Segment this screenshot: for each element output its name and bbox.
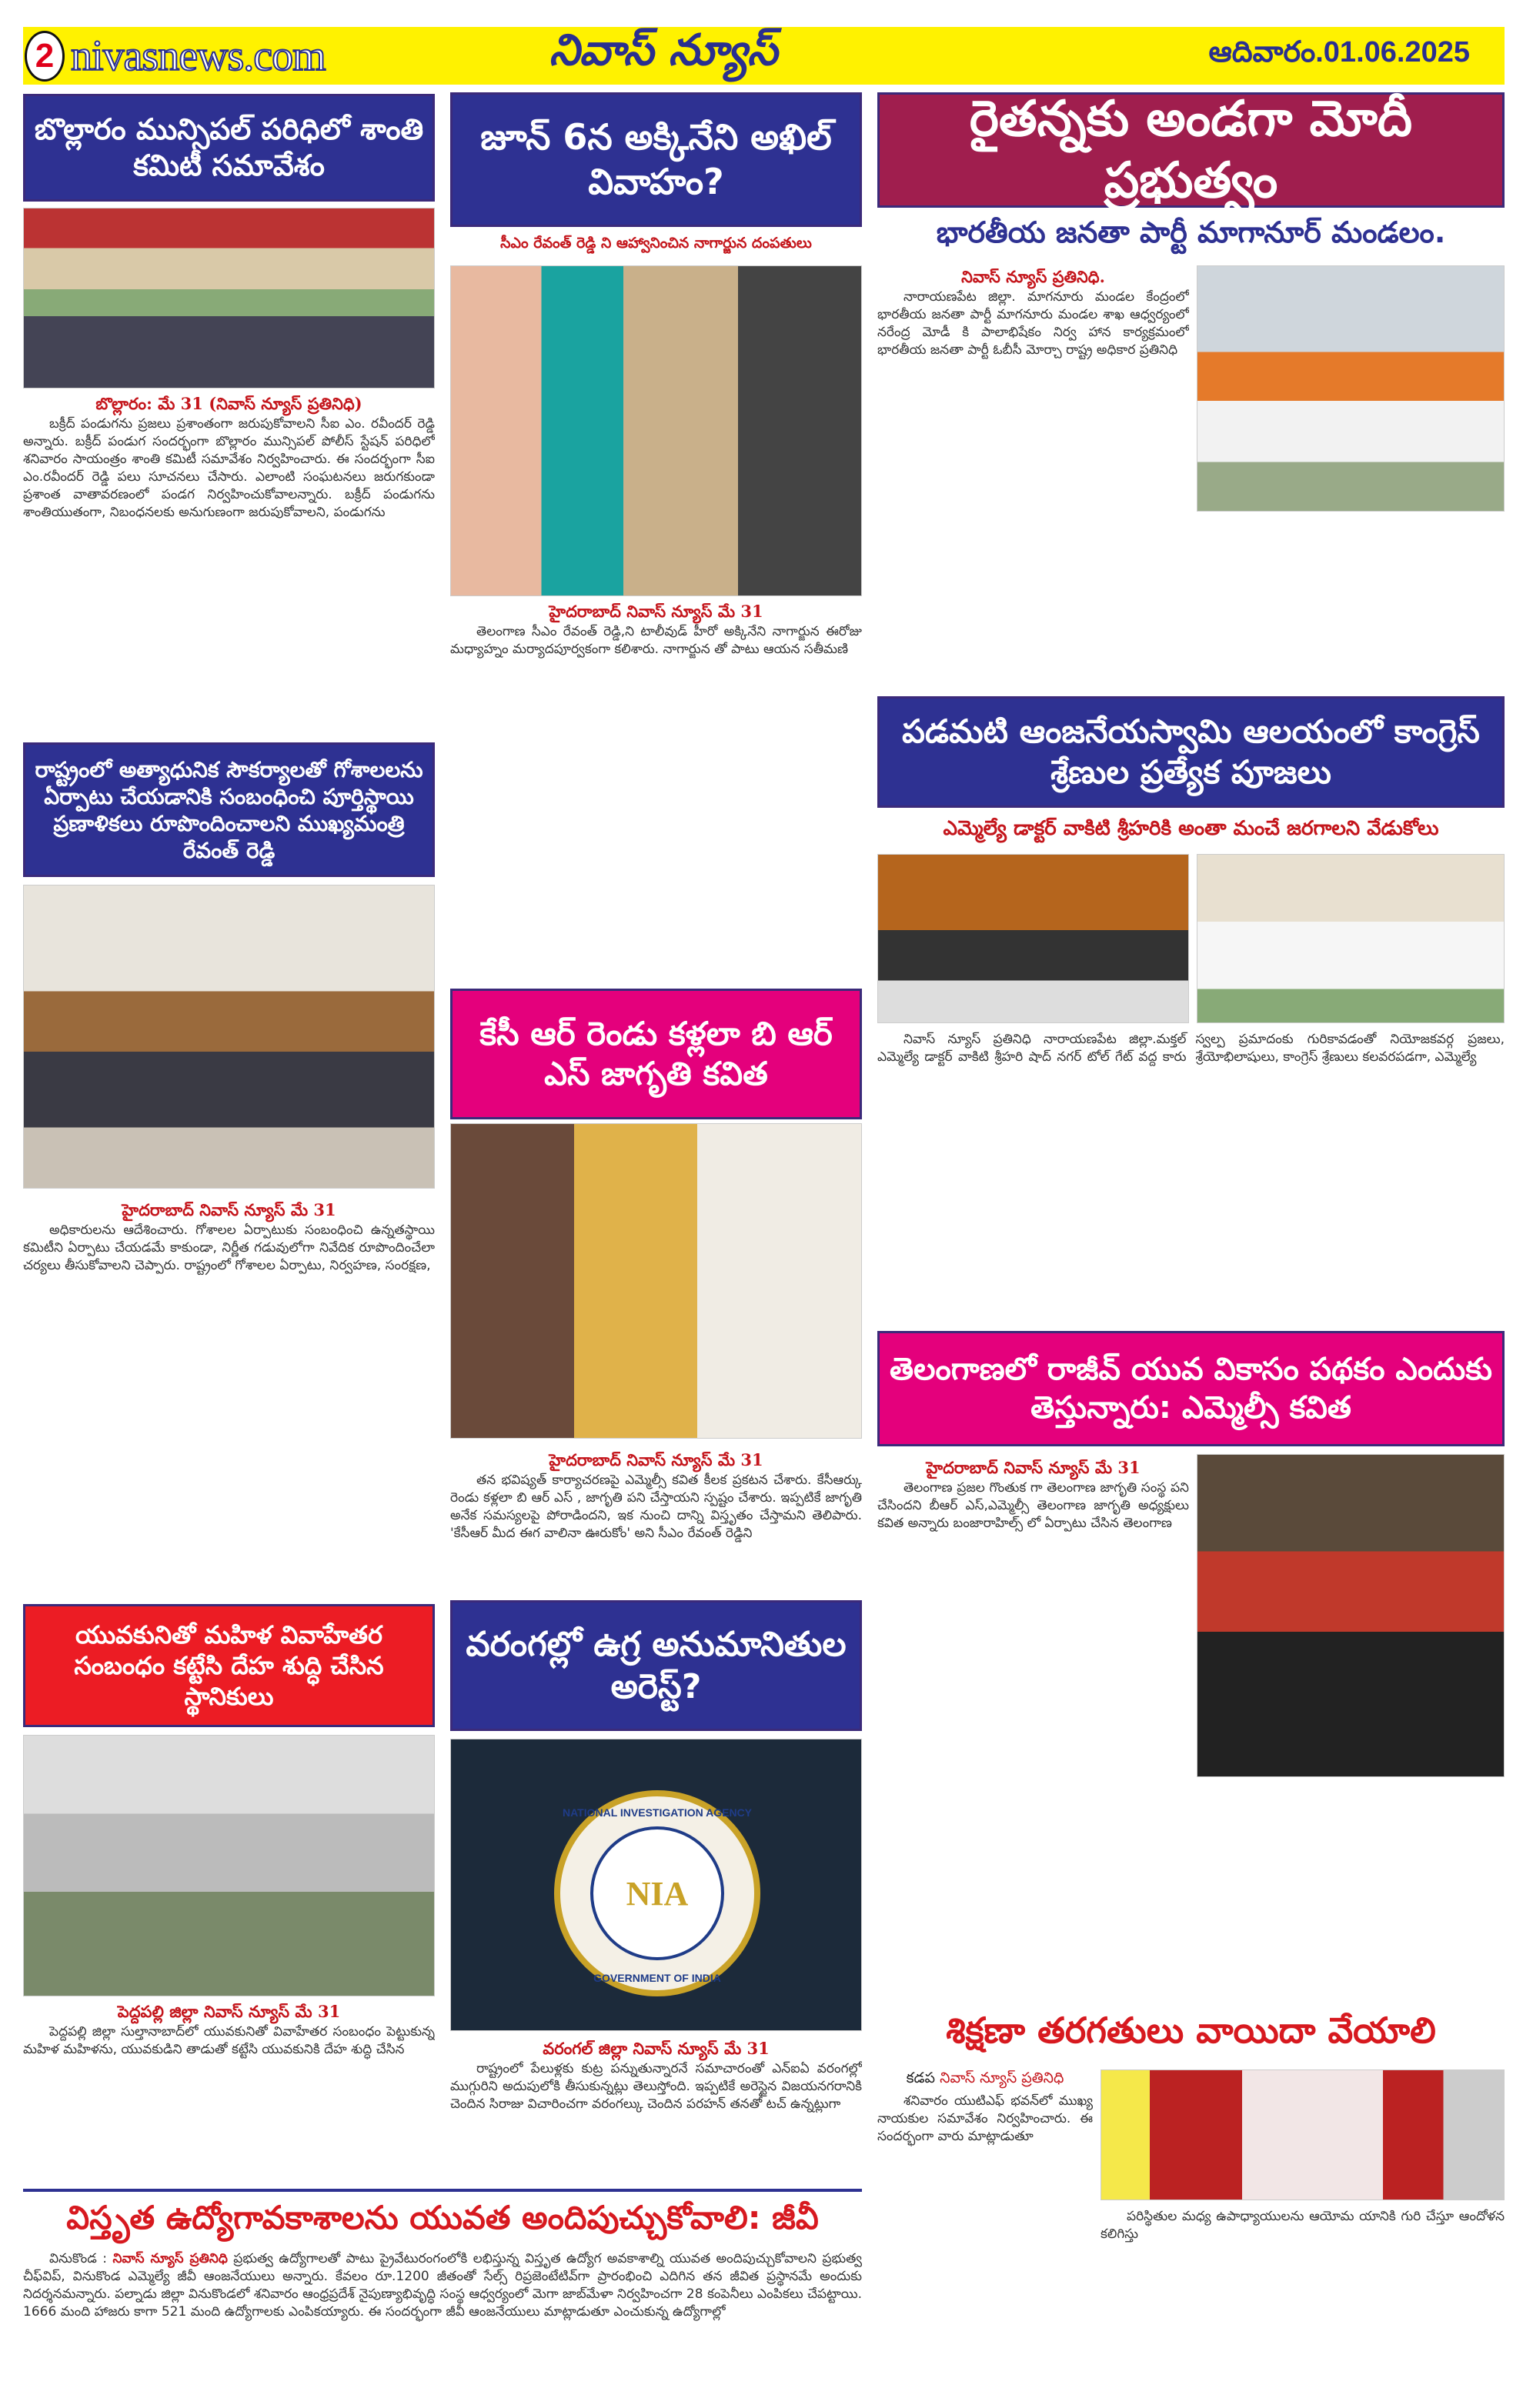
- article-text: ప్రభుత్వ ఉద్యోగాలతో పాటు ప్రైవేటురంగంలోకి లభిస్తున్న విస్తృత ఉద్యోగ అవకాశాల్ని యువత అందిపుచ్చుకోవాలని ప్రభుత్వ చీఫ్‌విప్, వినుకొండ ఎమ్మెల్యే జీవీ ఆంజనేయులు అన్నారు. కేవలం రూ.1200 జీతంతో సేల్స్ రిప్రజెంటేటివ్‌గా ప్రారంభించి ఎదిగిన తన జీవిత ప్రస్థానమే అందుకు నిదర్శనమన్నారు. పల్నాడు జిల్లా వినుకొండలో శనివారం ఆంధ్రప్రదేశ్ నైపుణ్యాభివృద్ధి సంస్థ ఆధ్వర్యంలో మెగా జాబ్‌మేళా నిర్వహించగా 28 కంపెనీలు ఎంపికలు చేపట్టాయి. 1666 మంది హాజరు కాగా 521 మంది ఉద్యోగాలకు ఎంపికయ్యారు. ఈ సందర్భంగా జీవీ ఆంజనేయులు మాట్లాడుతూ ఎంచుకున్న ఉద్యోగాల్లో: [23, 2251, 862, 2320]
- dateline: బొల్లారం: మే 31 (నివాస్ న్యూస్ ప్రతినిధి): [95, 394, 362, 413]
- dateline: హైదరాబాద్ నివాస్ న్యూస్ మే 31: [926, 1458, 1141, 1477]
- dateline-source: నివాస్ న్యూస్ ప్రతినిధి: [112, 2251, 228, 2266]
- page-number: 2: [25, 31, 65, 82]
- photo-nia: [450, 1739, 862, 2031]
- article-body: అధికారులను ఆదేశించారు. గోశాలల ఏర్పాటుకు సంబంధించి ఉన్నతస్థాయి కమిటీని ఏర్పాటు చేయడమే కాకుండా, నిర్ణీత గడువులోగా నివేదిక రూపొందించేలా చర్యలు తీసుకోవాలని చెప్పారు. రాష్ట్రంలో గోశాలల ఏర్పాటు, నిర్వహణ, సంరక్షణ,: [23, 1222, 435, 1273]
- headline-modi: రైతన్నకు అండగా మోదీ ప్రభుత్వం: [877, 92, 1505, 208]
- photo-kavitha-press-meet: [1197, 1454, 1505, 1777]
- subheadline: ఎమ్మెల్యే డాక్టర్ వాకిటి శ్రీహరికి అంతా మంచే జరగాలని వేడుకోలు: [943, 817, 1439, 840]
- dateline-source: నివాస్ న్యూస్ ప్రతినిధి: [940, 2069, 1064, 2086]
- dateline: హైదరాబాద్ నివాస్ న్యూస్ మే 31: [122, 1200, 336, 1219]
- headline-kavitha-kcr: కేసీ ఆర్ రెండు కళ్లలా బి ఆర్ ఎస్ జాగృతి కవిత: [450, 989, 862, 1119]
- article-body: బక్రీద్ పండుగను ప్రజలు ప్రశాంతంగా జరుపుకోవాలని సీఐ ఎం. రవీందర్ రెడ్డి అన్నారు. బక్రీద్ పండుగ సందర్భంగా బొల్లారం మున్సిపల్ పోలీస్ స్టేషన్ పరిధిలో శనివారం సాయంత్రం శాంతి కమిటీ సమావేశం నిర్వహించారు. ఈ సందర్భంగా సీఐ ఎం.రవీందర్ రెడ్డి పలు సూచనలు చేసారు. ఎలాంటి సంఘటనలు జరుగకుండా ప్రశాంత వాతావరణంలో పండగ నిర్వహించుకోవాలన్నారు. బక్రీద్ పండుగను శాంతియుతంగా, నిబంధనలకు అనుగుణంగా జరుపుకోవాలని, పండుగను: [23, 416, 435, 520]
- article-body: పెద్దపల్లి జిల్లా సుల్తానాబాద్‌లో యువకునితో వివాహేతర సంబంధం పెట్టుకున్న మహిళ మహిళను, యువకుడిని తాడుతో కట్టేసి యువకునికి దేహ శుద్ధి చేసిన: [23, 2024, 435, 2057]
- issue-date: ఆదివారం.01.06.2025: [1208, 35, 1470, 68]
- article-body: తెలంగాణ ప్రజల గొంతుక గా తెలంగాణ జాగృతి సంస్థ పని చేసిందని బీఆర్ ఎస్,ఎమ్మెల్సీ తెలంగాణ జాగృతి అధ్యక్షులు కవిత అన్నారు బంజారాహిల్స్ లో ఏర్పాటు చేసిన తెలంగాణ: [877, 1480, 1189, 1531]
- dateline: పెద్దపల్లి జిల్లా నివాస్ న్యూస్ మే 31: [117, 2002, 341, 2021]
- site-name[interactable]: nivasnews.com: [71, 32, 326, 80]
- headline-bollaram: బొల్లారం మున్సిపల్ పరిధిలో శాంతి కమిటీ సమావేశం: [23, 94, 435, 202]
- subheadline: సీఎం రేవంత్ రెడ్డి ని ఆహ్వానించిన నాగార్జున దంపతులు: [500, 235, 812, 252]
- headline-affair: యువకునితో మహిళ వివాహేతర సంబంధం కట్టేసి దేహ శుద్ధి చేసిన స్థానికులు: [23, 1604, 435, 1727]
- photo-utf-meeting: [1101, 2069, 1505, 2200]
- subheadline: భారతీయ జనతా పార్టీ మాగానూర్ మండలం.: [936, 215, 1446, 249]
- masthead: [23, 27, 1505, 85]
- photo-temple-puja: [877, 854, 1189, 1023]
- article-body-continued: పరిస్థితుల మధ్య ఉపాధ్యాయులను ఆయోమ యానికి గురి చేస్తూ ఆందోళన కలిగిస్తు: [1101, 2209, 1505, 2242]
- article-body: శనివారం యుటిఎఫ్ భవన్‌లో ముఖ్య నాయకుల సమావేశం నిర్వహించారు. ఈ సందర్భంగా వారు మాట్లాడుతూ: [877, 2093, 1093, 2144]
- headline-training: శిక్షణా తరగతులు వాయిదా వేయాలి: [946, 2009, 1436, 2051]
- article-body: [23, 2250, 862, 2400]
- dateline-place: వినుకొండ :: [49, 2251, 107, 2266]
- photo-cm-review-meeting: [23, 885, 435, 1189]
- headline-anjaneya: పడమటి ఆంజనేయస్వామి ఆలయంలో కాంగ్రెస్ శ్రేణుల ప్రత్యేక పూజలు: [877, 696, 1505, 808]
- seal-top-text: NATIONAL INVESTIGATION AGENCY: [562, 1806, 753, 1819]
- seal-bottom-text: GOVERNMENT OF INDIA: [593, 1972, 721, 1984]
- dateline: హైదరాబాద్ నివాస్ న్యూస్ మే 31: [549, 602, 763, 621]
- article-body: నారాయణపేట జిల్లా. మాగనూరు మండల కేంద్రంలో భారతీయ జనతా పార్టీ మాగనూరు మండల శాఖ ఆధ్వర్యంలో నరేంద్ర మోడీ కి పాలాభిషేకం నిర్వ హాన కార్యక్రమంలో భారతీయ జనతా పార్టీ ఓబీసీ మోర్చా రాష్ట్ర అధికార ప్రతినిధి: [877, 289, 1189, 358]
- dateline: నివాస్ న్యూస్ ప్రతినిధి.: [961, 267, 1105, 286]
- photo-peace-committee-meeting: [23, 208, 435, 389]
- newspaper-brand: నివాస్ న్యూస్: [549, 25, 778, 75]
- photo-congress-workers: [1197, 854, 1505, 1023]
- photo-nagarjuna-meets-cm: [450, 265, 862, 596]
- article-body: నివాస్ న్యూస్ ప్రతినిధి నారాయణపేట జిల్లా.మక్తల్ ఎమ్మెల్యే డాక్టర్ వాకిటి శ్రీహరి షాద్ నగర్ టోల్ గేట్ వద్ద కారు స్వల్ప ప్రమాదంకు గురికావడంతో నియోజకవర్గ ప్రజలు, శ్రేయోభిలాషులు, కాంగ్రెస్ శ్రేణులు కలవరపడగా, ఎమ్మెల్యే: [877, 1032, 1505, 1065]
- headline-gosala: రాష్ట్రంలో అత్యాధునిక సౌకర్యాలతో గోశాలలను ఏర్పాటు చేయడానికి సంబంధించి పూర్తిస్థాయి ప్రణాళికలు రూపొందించాలని ముఖ్యమంత్రి రేవంత్ రెడ్డి: [23, 742, 435, 877]
- article-body: తన భవిష్యత్ కార్యాచరణపై ఎమ్మెల్సీ కవిత కీలక ప్రకటన చేశారు. కేసీఆర్కు రెండు కళ్లలా బి ఆర్ ఎస్ , జాగృతి పని చేస్తాయని స్పష్టం చేశారు. ఇప్పటికే జాగృతి అనేక సమస్యలపై పోరాడిందని, ఇక నుంచి దాన్ని విస్తృతం చేస్తామని తెలిపారు. 'కేసీఆర్ మీద ఈగ వాలినా ఊరుకోం' అని సీఎం రేవంత్ రెడ్డిని: [450, 1472, 862, 1541]
- dateline: హైదరాబాద్ నివాస్ న్యూస్ మే 31: [549, 1450, 763, 1469]
- seal-acronym: NIA: [626, 1875, 689, 1913]
- divider: [23, 2189, 862, 2192]
- article-body: తెలంగాణ సీఎం రేవంత్ రెడ్డి,ని టాలీవుడ్ హీరో అక్కినేని నాగార్జున ఈరోజు మధ్యాహ్నం మర్యాదపూర్వకంగా కలిశారు. నాగార్జున తో పాటు ఆయన సతీమణి: [450, 624, 862, 657]
- nia-seal-icon: [451, 1739, 862, 2031]
- dateline-place: కడప: [906, 2069, 936, 2086]
- headline-jobs: విస్తృత ఉద్యోగావకాశాలను యువత అందిపుచ్చుకోవాలి: జీవీ: [66, 2199, 819, 2236]
- dateline: [877, 2069, 1093, 2090]
- photo-tied-man: [23, 1735, 435, 1996]
- headline-rajiv-yuva: తెలంగాణలో రాజీవ్ యువ వికాసం పథకం ఎందుకు తెస్తున్నారు: ఎమ్మెల్సీ కవిత: [877, 1331, 1505, 1446]
- article-body: రాష్ట్రంలో పేలుళ్లకు కుట్ర పన్నుతున్నారనే సమాచారంతో ఎన్ఐఏ వరంగల్లో ముగ్గురిని అదుపులోకి తీసుకున్నట్లు తెలుస్తోంది. ఇప్పటికే అరెస్టైన విజయనగరానికి చెందిన సిరాజు విచారించగా వరంగల్కు చెందిన పరహన్ తనతో టచ్ ఉన్నట్లుగా: [450, 2061, 862, 2112]
- headline-nia: వరంగల్లో ఉగ్ర అనుమానితుల అరెస్ట్?: [450, 1600, 862, 1731]
- photo-kavitha: [450, 1123, 862, 1439]
- headline-akhil: జూన్ 6న అక్కినేని అఖిల్ వివాహం?: [450, 92, 862, 227]
- dateline: వరంగల్ జిల్లా నివాస్ న్యూస్ మే 31: [543, 2039, 770, 2058]
- photo-bjp-event: [1197, 265, 1505, 512]
